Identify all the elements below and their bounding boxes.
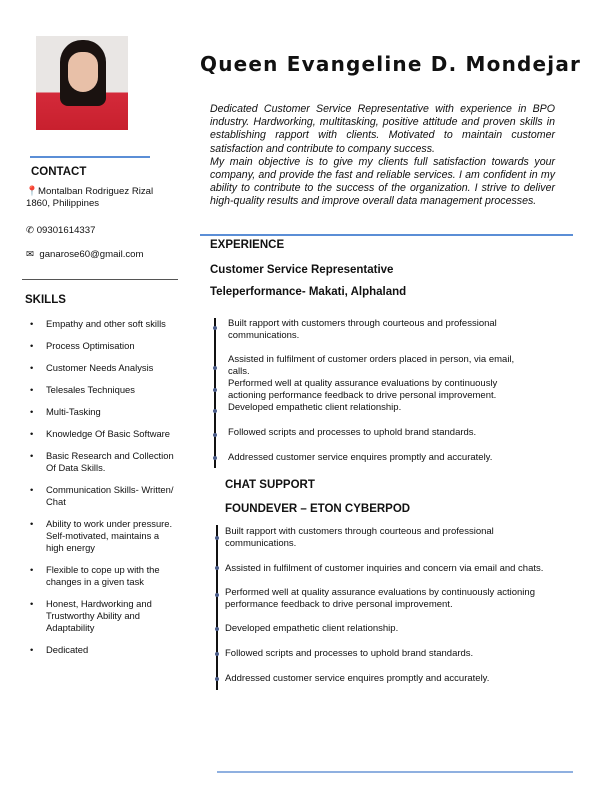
skill-item: • Honest, Hardworking and Trustworthy Ability and Adaptability	[28, 598, 178, 634]
contact-heading: CONTACT	[31, 166, 87, 178]
divider	[217, 771, 573, 773]
job-bullet: Performed well at quality assurance evaluations by continuously actioning performance feedback to drive personal improvement.	[225, 587, 535, 610]
skill-item: • Multi-Tasking	[28, 406, 178, 418]
job-bullet: Followed scripts and processes to uphold brand standards.	[225, 648, 474, 659]
job-bullet: Built rapport with customers through courteous and professional communications.	[228, 318, 497, 341]
job-title: CHAT SUPPORT	[225, 479, 315, 491]
summary-paragraph: My main objective is to give my clients full satisfaction towards your company, and provide the fast and reliable services. I am confident in my ability to contribute to the success of the organization. I strive to deliver high-quality results and improve overall data management processes.	[210, 155, 555, 208]
skill-item: • Empathy and other soft skills	[28, 318, 178, 330]
envelope-icon: ✉	[26, 249, 40, 260]
timeline-dot	[215, 677, 219, 681]
skill-item: • Flexible to cope up with the changes in a given task	[28, 564, 178, 588]
job-bullet: Developed empathetic client relationship.	[225, 623, 399, 634]
job-title: Customer Service Representative	[210, 264, 394, 276]
timeline-dot	[215, 593, 219, 597]
skill-item: • Knowledge Of Basic Software	[28, 428, 178, 440]
divider	[22, 279, 178, 280]
skills-heading: SKILLS	[25, 294, 66, 306]
timeline-dot	[213, 366, 217, 370]
timeline-dot	[213, 409, 217, 413]
divider	[30, 156, 150, 158]
timeline-dot	[215, 566, 219, 570]
job-bullet: Assisted in fulfilment of customer orders placed in person, via email, calls.	[228, 354, 515, 377]
timeline-dot	[213, 433, 217, 437]
email: ✉ ganarose60@gmail.com	[26, 249, 144, 260]
job-bullet: Addressed customer service enquires promptly and accurately.	[228, 452, 493, 463]
skill-item: • Process Optimisation	[28, 340, 178, 352]
skill-item: • Dedicated	[28, 644, 178, 656]
job-bullet: Followed scripts and processes to uphold brand standards.	[228, 427, 477, 438]
profile-photo	[36, 36, 128, 130]
skill-item: • Telesales Techniques	[28, 384, 178, 396]
summary-paragraph: Dedicated Customer Service Representative with experience in BPO industry. Hardworking, multitasking, positive attitude and proven skills in establishing rapport with clients. Motivated to maintain customer satisfaction and contribute to company success.	[210, 103, 555, 155]
address: 📍Montalban Rodriguez Rizal 1860, Philippines	[26, 186, 154, 209]
location-pin-icon: 📍	[26, 186, 38, 197]
timeline-dot	[215, 652, 219, 656]
phone: ✆ 09301614337	[26, 225, 96, 236]
timeline-dot	[215, 627, 219, 631]
timeline-dot	[213, 326, 217, 330]
timeline-dot	[213, 456, 217, 460]
job-bullet: Addressed customer service enquires promptly and accurately.	[225, 673, 490, 684]
skill-item: • Customer Needs Analysis	[28, 362, 178, 374]
phone-icon: ✆	[26, 225, 37, 236]
timeline-line	[214, 318, 216, 468]
job-company: FOUNDEVER – ETON CYBERPOD	[225, 503, 411, 515]
job-bullet: Developed empathetic client relationship.	[228, 402, 402, 413]
timeline-dot	[215, 536, 219, 540]
experience-heading: EXPERIENCE	[210, 239, 285, 251]
skill-item: • Basic Research and Collection Of Data Skills.	[28, 450, 178, 474]
skill-item: • Communication Skills- Written/ Chat	[28, 484, 178, 508]
job-bullet: Built rapport with customers through courteous and professional communications.	[225, 526, 494, 549]
timeline-dot	[213, 388, 217, 392]
skills-list	[28, 318, 178, 666]
job-bullet: Assisted in fulfilment of customer inquiries and concern via email and chats.	[225, 563, 544, 574]
skill-item: • Ability to work under pressure. Self-motivated, maintains a high energy	[28, 518, 178, 554]
candidate-name: Queen Evangeline D. Mondejar	[200, 52, 582, 76]
divider	[200, 234, 573, 236]
job-bullet: Performed well at quality assurance evaluations by continuously actioning performance feedback to drive personal improvement.	[228, 378, 498, 401]
summary	[210, 103, 555, 209]
job-company: Teleperformance- Makati, Alphaland	[210, 286, 407, 298]
timeline-line	[216, 525, 218, 690]
